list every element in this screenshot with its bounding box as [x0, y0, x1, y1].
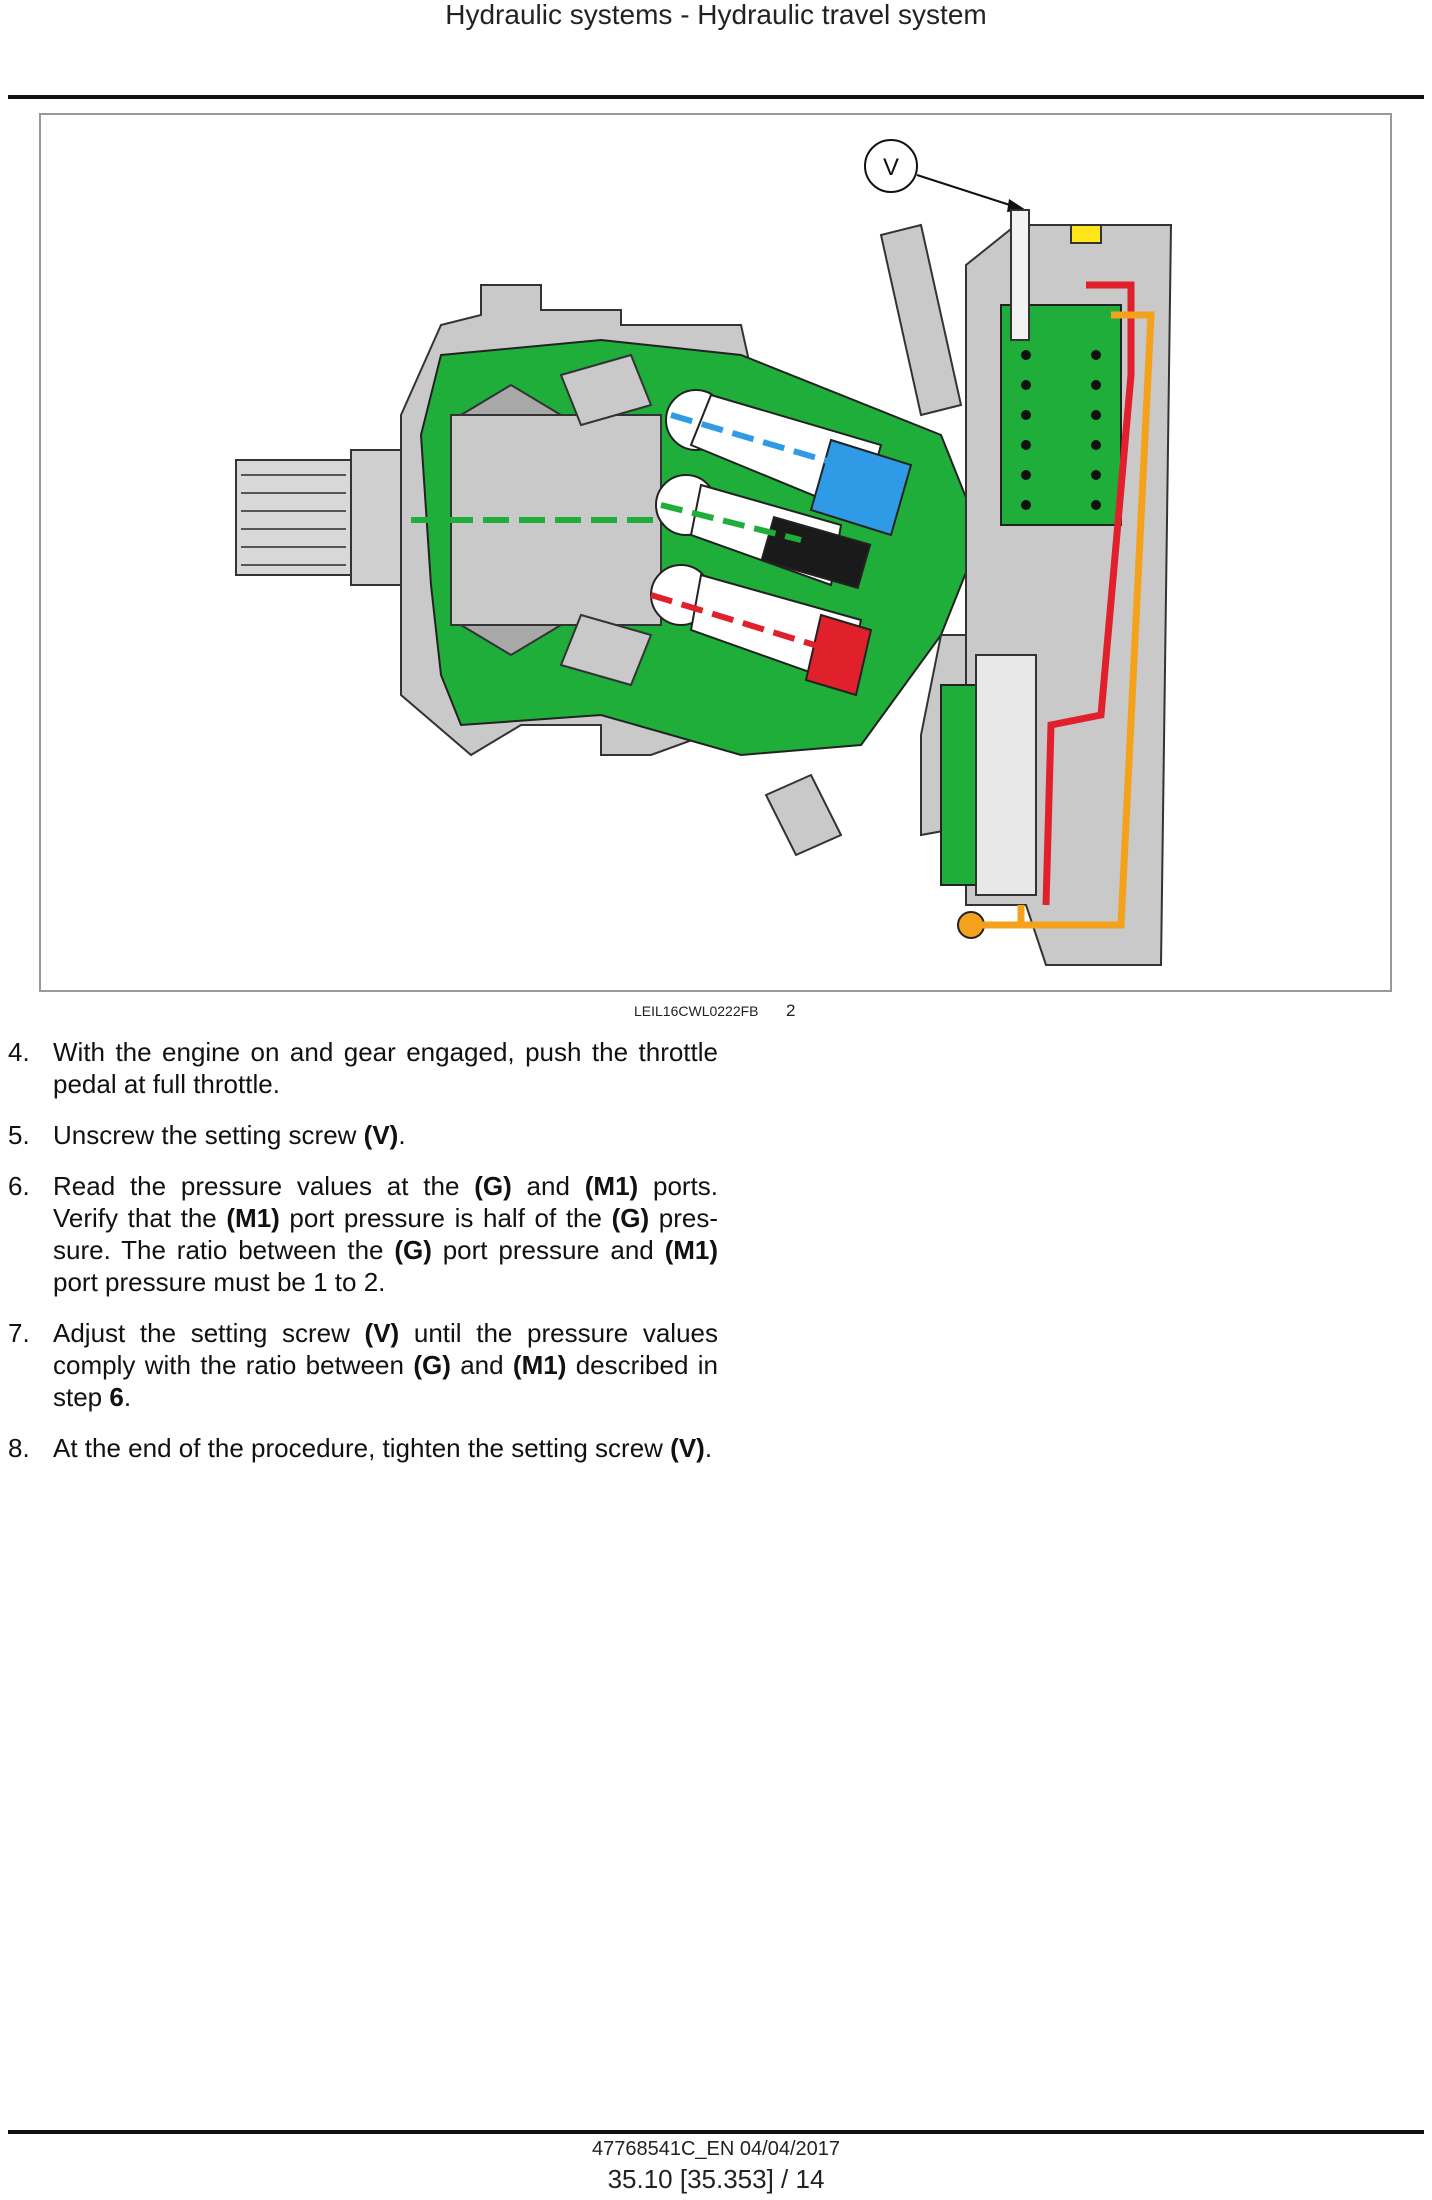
screw-marker	[1071, 225, 1101, 243]
step-text: Unscrew the setting screw (V).	[53, 1120, 406, 1150]
footer-rule	[8, 2130, 1424, 2134]
output-shaft	[236, 460, 351, 575]
footer-document-code: 47768541C_EN 04/04/2017	[592, 2138, 840, 2160]
step-number: 4.	[8, 1037, 30, 1067]
step-text: Adjust the setting screw (V) until the pressure values comply with the ratio between (G) and (M1) described in step 6.	[53, 1318, 719, 1412]
step-number: 8.	[8, 1433, 30, 1463]
header-rule	[8, 95, 1424, 99]
procedure-step	[8, 1432, 718, 1464]
step-text: At the end of the procedure, tighten the setting screw (V).	[53, 1433, 713, 1463]
procedure-step	[8, 1036, 718, 1100]
hydraulic-motor-cutaway-illustration	[41, 115, 1392, 992]
figure-number: 2	[786, 1001, 796, 1020]
setting-screw	[1011, 210, 1029, 340]
procedure-step	[8, 1170, 718, 1298]
lower-spool	[976, 655, 1036, 895]
lower-fitting	[766, 775, 841, 855]
top-fitting	[881, 225, 961, 415]
callout-label: V	[882, 154, 900, 181]
step-number: 6.	[8, 1171, 30, 1201]
step-text: With the engine on and gear engaged, push the throttle pedal at full throttle.	[53, 1037, 718, 1099]
procedure-step	[8, 1317, 718, 1413]
shaft-collar	[351, 450, 401, 585]
procedure-steps	[8, 1036, 718, 1483]
step-number: 7.	[8, 1318, 30, 1348]
footer-page-number: 35.10 [35.353] / 14	[607, 2164, 825, 2194]
step-text: Read the pressure values at the (G) and (M1) ports. Verify that the (M1) port pressure is half of the (G) pres-sure. The ratio between the (G) port pressure and (M1) port pressure must be 1 to 2.	[53, 1171, 719, 1297]
step-number: 5.	[8, 1120, 30, 1150]
page-header-title: Hydraulic systems - Hydraulic travel system	[445, 0, 987, 30]
figure-frame	[39, 113, 1392, 992]
callout-leader	[917, 175, 1016, 207]
procedure-step	[8, 1119, 718, 1151]
figure-caption-code: LEIL16CWL0222FB	[634, 1003, 759, 1019]
